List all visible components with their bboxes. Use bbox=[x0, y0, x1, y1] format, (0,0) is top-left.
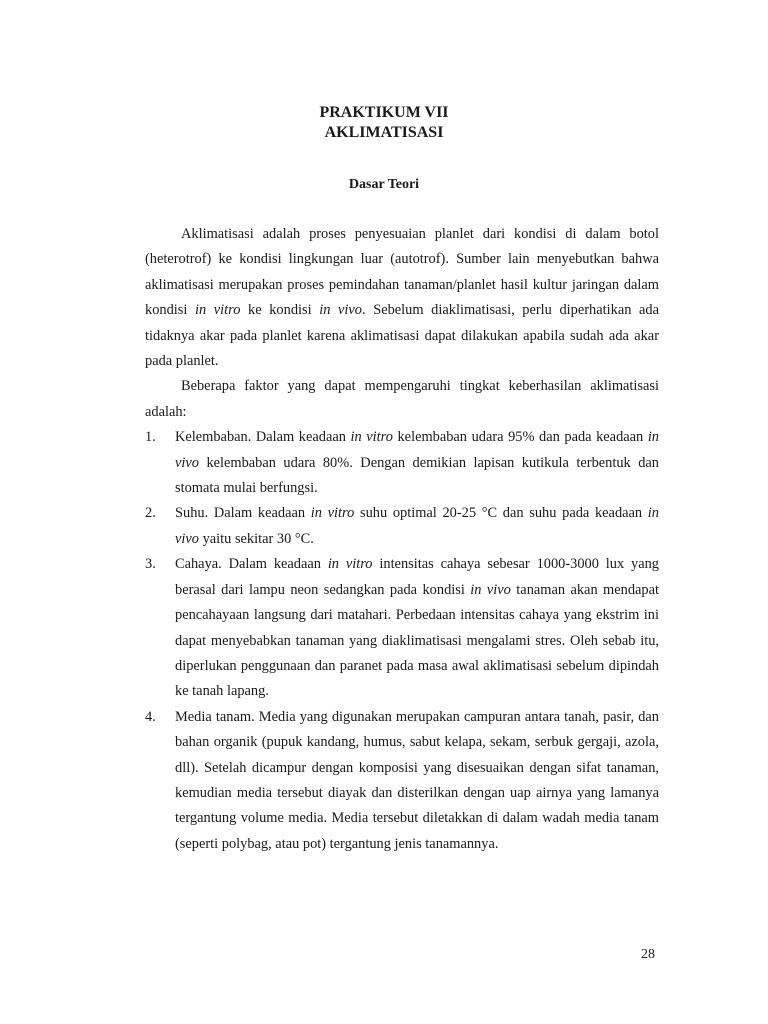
list-text: Suhu. Dalam keadaan bbox=[175, 505, 311, 522]
term-in-vivo: in vivo bbox=[470, 581, 511, 598]
list-item bbox=[145, 501, 659, 552]
body-text bbox=[145, 222, 659, 857]
term-in-vivo: in vivo bbox=[175, 429, 660, 471]
paragraph-1-text: Aklimatisasi adalah proses penyesuaian planlet dari kondisi di dalam botol (heterotrof) ke kondisi lingkungan luar (autotrof). Sumber lain menyebutkan bahwa aklimatisasi merupakan proses pemindahan tanaman/planlet hasil kultur jaringan dalam kondisi bbox=[145, 226, 659, 319]
list-text: intensitas cahaya sebesar 1000-3000 lux yang berasal dari lampu neon sedangkan pada kondisi bbox=[175, 556, 660, 598]
list-text: Cahaya. Dalam keadaan bbox=[175, 556, 328, 573]
factor-list bbox=[145, 425, 659, 857]
list-text: Media tanam. Media yang digunakan merupakan campuran antara tanah, pasir, dan bahan organik (pupuk kandang, humus, sabut kelapa, sekam, serbuk gergaji, azola, dll). Setelah dicampur dengan komposisi yang disesuaikan dengan sifat tanaman, kemudian media tersebut diayak dan disterilkan dengan uap airnya yang lamanya tergantung volume media. Media tersebut diletakkan di dalam wadah media tanam (seperti polybag, atau pot) tergantung jenis tanamannya. bbox=[175, 708, 659, 852]
term-in-vitro: in vitro bbox=[327, 556, 373, 573]
list-item bbox=[145, 425, 659, 501]
list-text: kelembaban udara 95% dan pada keadaan bbox=[392, 429, 648, 446]
title-line-1: PRAKTIKUM VII bbox=[319, 104, 449, 121]
term-in-vitro: in vitro bbox=[310, 505, 355, 522]
list-item bbox=[145, 552, 659, 704]
list-number: 4. bbox=[145, 708, 156, 725]
term-in-vivo: in vivo bbox=[175, 505, 659, 547]
paragraph-1-text: ke kondisi bbox=[240, 302, 320, 319]
paragraph-2: Beberapa faktor yang dapat mempengaruhi tingkat keberhasilan aklimatisasi adalah: bbox=[145, 378, 659, 420]
paragraph-1-text: . Sebelum diaklimatisasi, perlu diperhatikan ada tidaknya akar pada planlet karena aklimatisasi dapat dilakukan apabila sudah ada akar pada planlet. bbox=[145, 302, 659, 370]
list-number: 2. bbox=[145, 505, 156, 522]
list-text: tanaman akan mendapat pencahayaan langsung dari matahari. Perbedaan intensitas cahaya yang ekstrim ini dapat menyebabkan tanaman yang diaklimatisasi mengalami stres. Oleh sebab itu, diperlukan penggunaan dan paranet pada masa awal aklimatisasi sebelum dipindah ke tanah lapang. bbox=[175, 581, 659, 700]
list-number: 3. bbox=[145, 556, 156, 573]
page-number: 28 bbox=[641, 947, 655, 962]
list-text: yaitu sekitar 30 °C. bbox=[198, 530, 314, 547]
title-line-2: AKLIMATISASI bbox=[324, 124, 444, 141]
list-text: Kelembaban. Dalam keadaan bbox=[175, 429, 351, 446]
list-text: suhu optimal 20-25 °C dan suhu pada keadaan bbox=[354, 505, 648, 522]
term-in-vivo: in vivo bbox=[319, 302, 362, 319]
term-in-vitro: in vitro bbox=[350, 429, 393, 446]
list-item bbox=[145, 705, 659, 857]
section-heading: Dasar Teori bbox=[348, 177, 420, 192]
list-number: 1. bbox=[145, 429, 156, 446]
term-in-vitro: in vitro bbox=[194, 302, 241, 319]
list-text: kelembaban udara 80%. Dengan demikian lapisan kutikula terbentuk dan stomata mulai berfungsi. bbox=[175, 454, 659, 497]
paragraph-1 bbox=[145, 222, 659, 374]
